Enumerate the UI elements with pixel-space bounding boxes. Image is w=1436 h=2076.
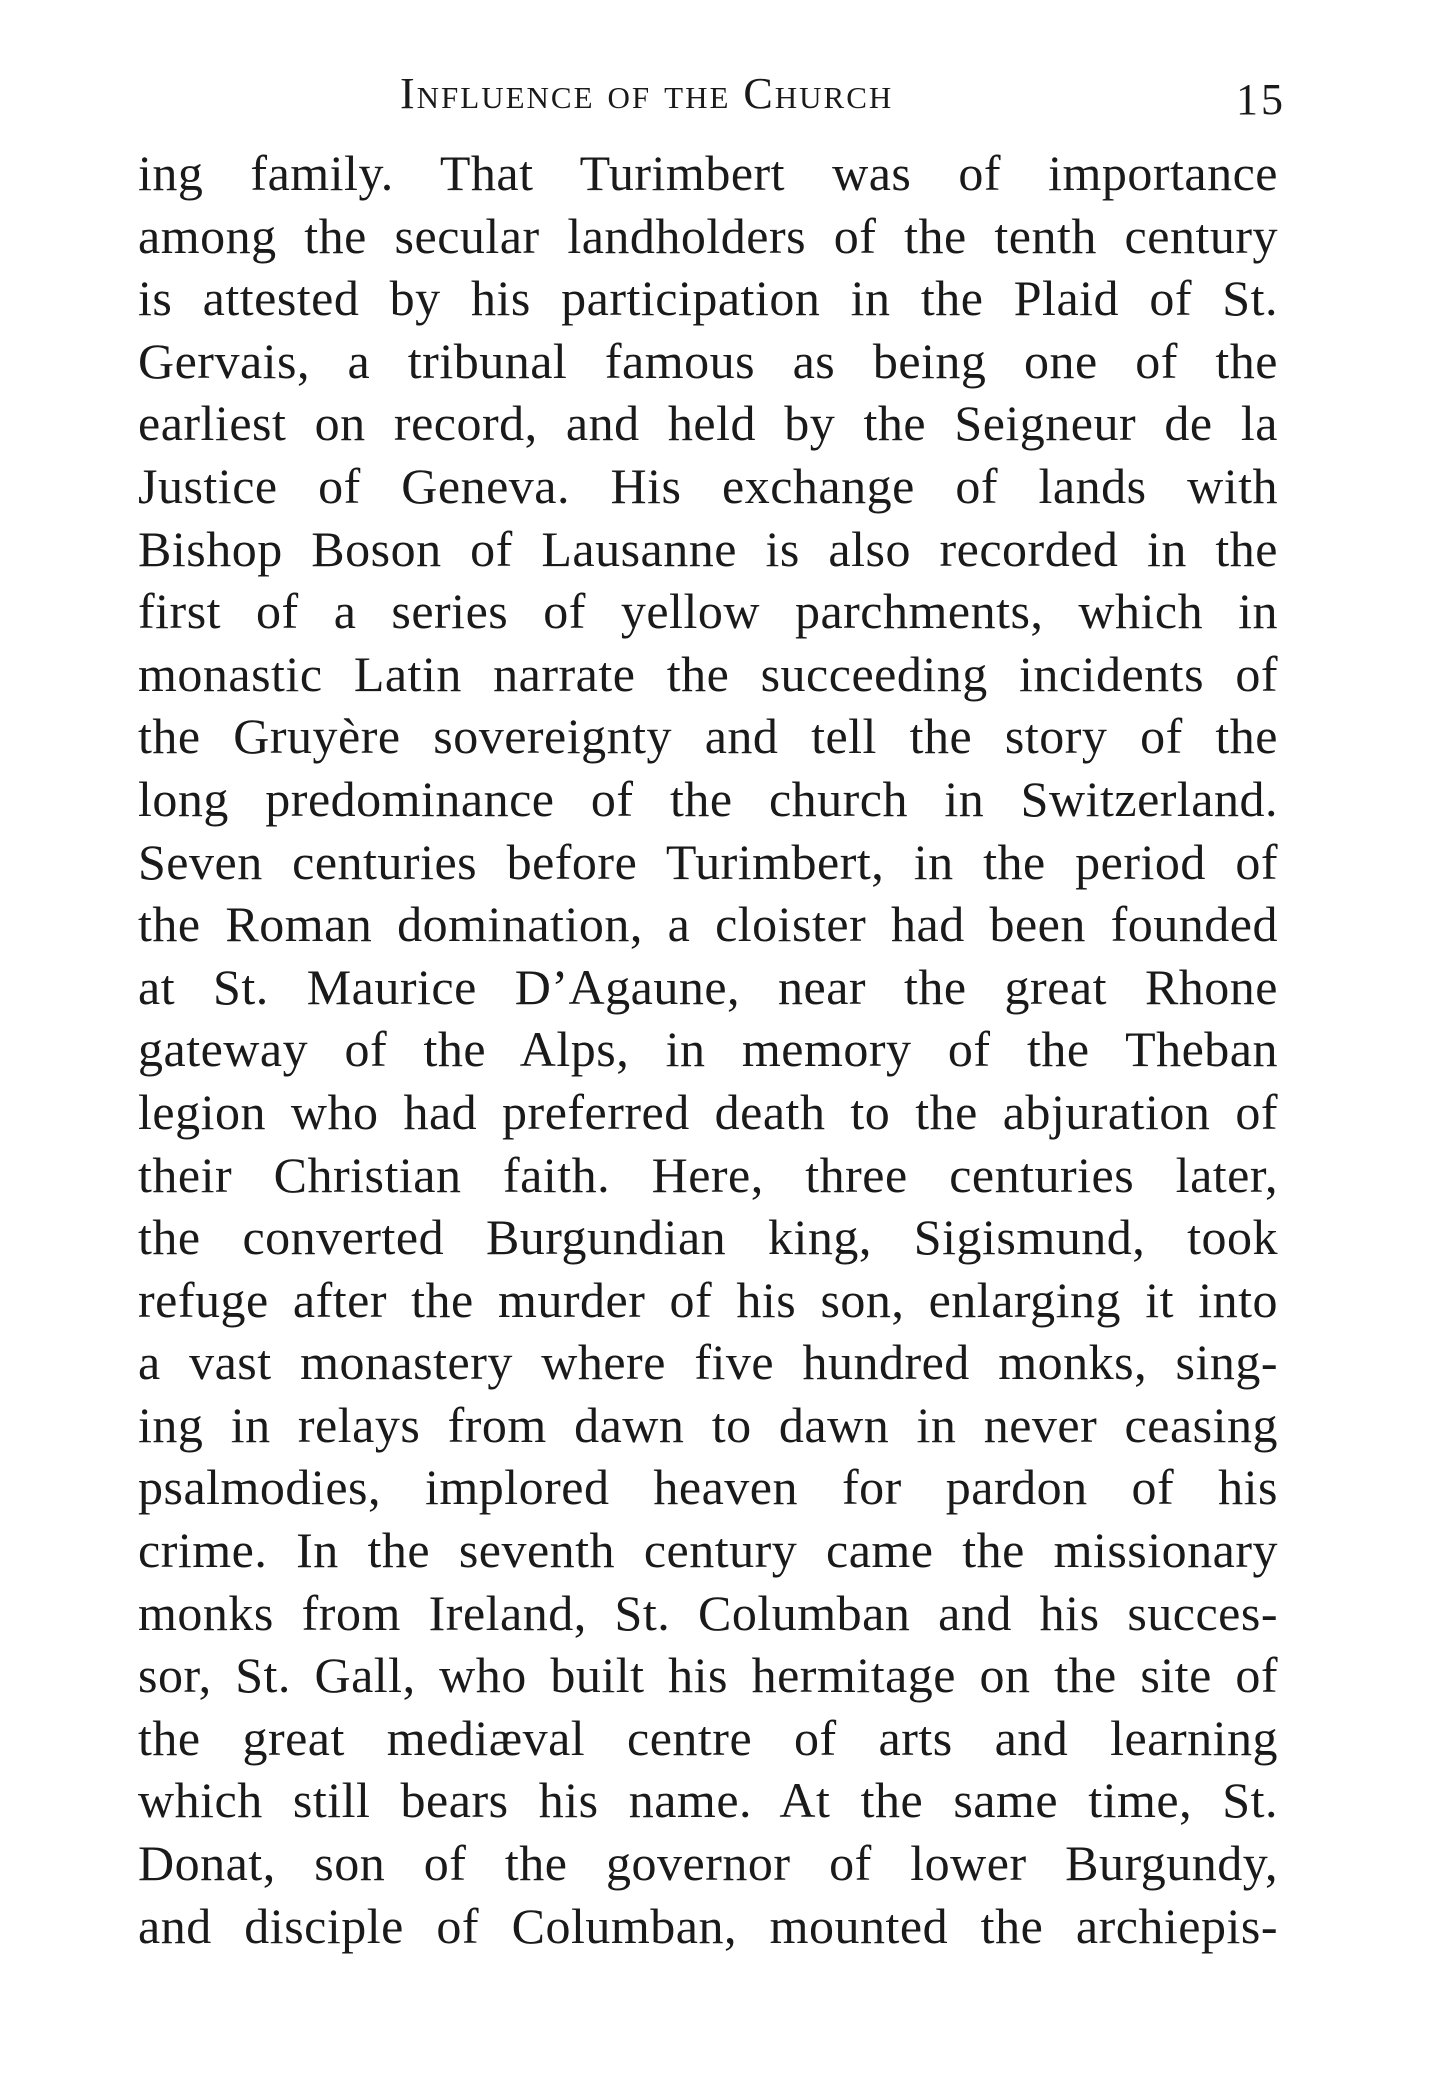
body-text bbox=[138, 142, 1278, 1957]
running-head-title: Influence of the Church bbox=[400, 69, 894, 118]
text-line: the Roman domination, a cloister had been founded bbox=[138, 896, 1278, 953]
text-line: Bishop Boson of Lausanne is also recorded in the bbox=[138, 520, 1278, 577]
text-line: refuge after the murder of his son, enlarging it into bbox=[138, 1271, 1278, 1328]
text-line: the Gruyère sovereignty and tell the story of the bbox=[138, 708, 1278, 765]
text-line: is attested by his participation in the Plaid of St. bbox=[138, 270, 1278, 327]
text-line: sor, St. Gall, who built his hermitage on the site of bbox=[138, 1647, 1278, 1704]
text-line: legion who had preferred death to the abjuration of bbox=[138, 1083, 1278, 1140]
text-line: at St. Maurice D’Agaune, near the great Rhone bbox=[138, 958, 1278, 1015]
text-line: crime. In the seventh century came the missionary bbox=[138, 1522, 1278, 1579]
text-line: which still bears his name. At the same time, St. bbox=[138, 1772, 1278, 1829]
text-line: long predominance of the church in Switzerland. bbox=[138, 770, 1278, 827]
text-line: first of a series of yellow parchments, which in bbox=[138, 583, 1278, 640]
text-line: Donat, son of the governor of lower Burgundy, bbox=[138, 1835, 1278, 1892]
text-line: psalmodies, implored heaven for pardon of his bbox=[138, 1459, 1278, 1516]
text-line: Seven centuries before Turimbert, in the period of bbox=[138, 833, 1278, 890]
text-line: earliest on record, and held by the Seigneur de la bbox=[138, 395, 1278, 452]
page-number: 15 bbox=[1236, 75, 1286, 124]
text-line: a vast monastery where five hundred monks, sing- bbox=[138, 1334, 1278, 1391]
text-line: the converted Burgundian king, Sigismund, took bbox=[138, 1209, 1278, 1266]
text-line: the great mediæval centre of arts and learning bbox=[138, 1709, 1278, 1766]
text-line: ing family. That Turimbert was of importance bbox=[138, 145, 1278, 201]
text-line: monks from Ireland, St. Columban and his succes- bbox=[138, 1584, 1278, 1641]
text-line: monastic Latin narrate the succeeding incidents of bbox=[138, 645, 1278, 702]
text-line: among the secular landholders of the tenth century bbox=[138, 207, 1278, 264]
text-line: Gervais, a tribunal famous as being one of the bbox=[138, 332, 1278, 389]
text-line: their Christian faith. Here, three centuries later, bbox=[138, 1146, 1278, 1203]
text-line: gateway of the Alps, in memory of the Theban bbox=[138, 1021, 1278, 1078]
text-line: and disciple of Columban, mounted the archiepis- bbox=[138, 1897, 1278, 1954]
text-line: ing in relays from dawn to dawn in never ceasing bbox=[138, 1396, 1278, 1453]
text-line: Justice of Geneva. His exchange of lands with bbox=[138, 457, 1278, 514]
